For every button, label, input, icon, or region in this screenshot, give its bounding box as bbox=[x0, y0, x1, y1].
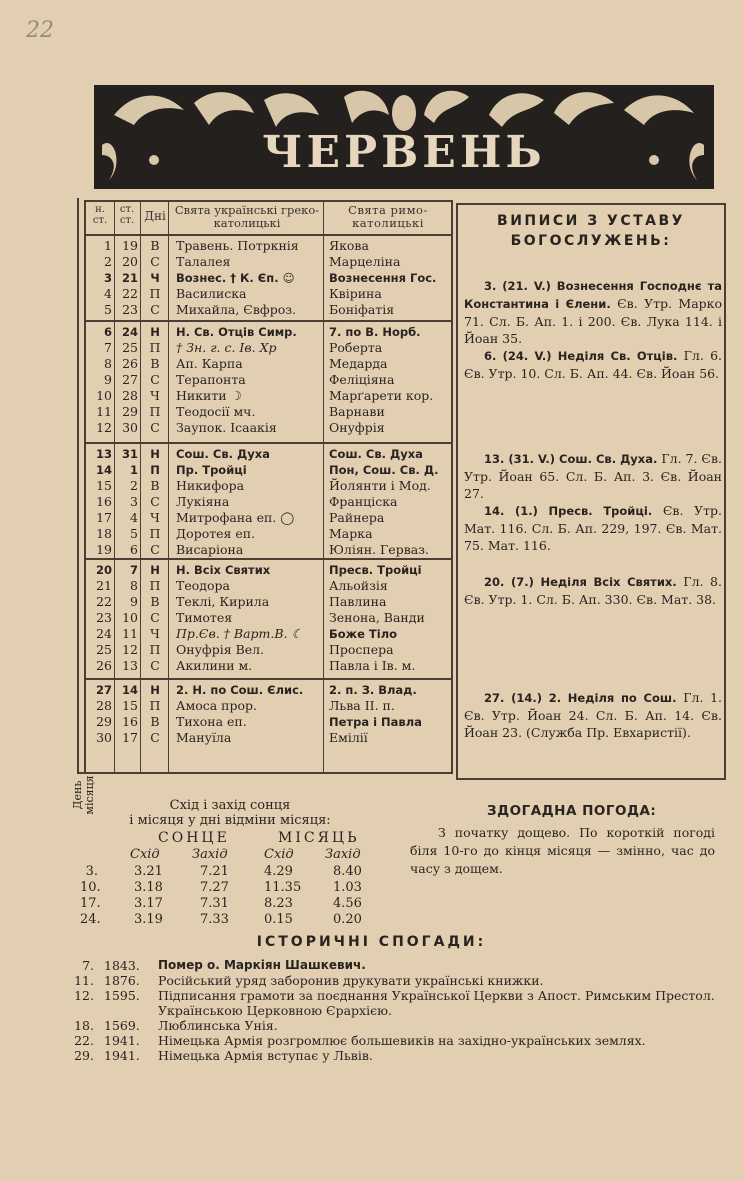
date-old-style: 3 bbox=[130, 494, 138, 509]
greek-catholic-feast: Теодора bbox=[176, 578, 230, 593]
date-old-style: 15 bbox=[122, 698, 138, 713]
date-new-style: 23 bbox=[96, 610, 112, 625]
week-separator bbox=[86, 558, 451, 560]
sun-set-time: 7.21 bbox=[200, 864, 229, 879]
roman-catholic-feast: Павлина bbox=[329, 594, 387, 609]
day-row bbox=[86, 270, 451, 286]
header-old-style: ст. ст. bbox=[119, 204, 135, 226]
date-new-style: 16 bbox=[96, 494, 112, 509]
header-new-style: н. ст. bbox=[92, 204, 108, 226]
readings-block bbox=[464, 277, 722, 382]
weekday: С bbox=[150, 542, 160, 557]
greek-catholic-feast: Ап. Карпа bbox=[176, 356, 243, 371]
sun-rise-time: 3.21 bbox=[134, 864, 163, 879]
reading-entry bbox=[464, 347, 722, 382]
roman-catholic-feast: Емілії bbox=[329, 730, 368, 745]
history-day: 12. bbox=[74, 988, 94, 1003]
weekday: Ч bbox=[150, 626, 160, 641]
greek-catholic-feast: Никити ☽ bbox=[176, 388, 242, 403]
greek-catholic-feast: Онуфрія Вел. bbox=[176, 642, 265, 657]
sun-rise-header: Схід bbox=[130, 847, 160, 862]
day-of-month-label: День місяця bbox=[71, 775, 96, 815]
roman-catholic-feast: Пресв. Тройці bbox=[329, 563, 422, 577]
weekday: Н bbox=[150, 563, 160, 577]
roman-catholic-feast: Альойзія bbox=[329, 578, 388, 593]
date-old-style: 25 bbox=[122, 340, 138, 355]
header-roman-catholic: Свята римо-католицькі bbox=[348, 203, 428, 230]
date-new-style: 14 bbox=[95, 463, 112, 477]
weekday: Ч bbox=[150, 510, 160, 525]
history-text: Німецька Армія вступає у Львів. bbox=[158, 1048, 373, 1063]
weekday: П bbox=[149, 698, 161, 713]
sun-label: СОНЦЕ bbox=[158, 830, 230, 846]
history-day: 22. bbox=[74, 1033, 94, 1048]
date-old-style: 28 bbox=[122, 388, 138, 403]
date-old-style: 21 bbox=[121, 271, 138, 285]
weekday: С bbox=[150, 254, 160, 269]
week-separator bbox=[86, 320, 451, 322]
date-new-style: 18 bbox=[96, 526, 112, 541]
date-old-style: 13 bbox=[122, 658, 138, 673]
date-old-style: 19 bbox=[122, 238, 138, 253]
greek-catholic-feast: Теодосії мч. bbox=[176, 404, 256, 419]
weekday: В bbox=[150, 594, 160, 609]
day-number: 10. bbox=[80, 880, 101, 895]
roman-catholic-feast: Якова bbox=[329, 238, 369, 253]
date-old-style: 7 bbox=[129, 563, 138, 577]
reading-entry bbox=[464, 450, 722, 502]
reading-feast: 20. (7.) Неділя Всіх Святих. bbox=[484, 575, 684, 589]
header-days: Дні bbox=[144, 209, 166, 223]
day-row bbox=[86, 478, 451, 494]
day-row bbox=[86, 286, 451, 302]
moon-set-header: Захід bbox=[325, 847, 361, 862]
day-row bbox=[86, 642, 451, 658]
date-old-style: 12 bbox=[122, 642, 138, 657]
roman-catholic-feast: Квірина bbox=[329, 286, 382, 301]
date-old-style: 1 bbox=[129, 463, 138, 477]
history-title: ІСТОРИЧНІ СПОГАДИ: bbox=[256, 934, 487, 950]
moon-rise-time: 8.23 bbox=[264, 896, 293, 911]
reading-text: Гл. 7. Єв. Утр. Йоан 65. Сл. Б. Ап. 3. Єв. Йоан 27. bbox=[464, 451, 722, 501]
history-year: 1876. bbox=[104, 973, 140, 988]
date-new-style: 28 bbox=[96, 698, 112, 713]
reading-text: Єв. Утр. Марко 71. Сл. Б. Ап. 1. і 200. Єв. Лука 114. і Йоан 35. bbox=[464, 296, 722, 346]
day-number: 24. bbox=[80, 912, 101, 927]
history-day: 18. bbox=[74, 1018, 94, 1033]
weekday: С bbox=[150, 494, 160, 509]
greek-catholic-feast: Травень. Потркнія bbox=[176, 238, 299, 253]
history-year: 1941. bbox=[104, 1033, 140, 1048]
week-separator bbox=[86, 442, 451, 444]
sun-moon-title-line2: і місяця у дні відміни місяця: bbox=[129, 813, 331, 828]
readings-block bbox=[464, 450, 722, 554]
date-old-style: 30 bbox=[122, 420, 138, 435]
sun-set-time: 7.33 bbox=[200, 912, 229, 927]
greek-catholic-feast: Василиска bbox=[176, 286, 247, 301]
weekday: П bbox=[149, 578, 161, 593]
weekday: В bbox=[150, 478, 160, 493]
weekday: С bbox=[150, 420, 160, 435]
readings-title: ВИПИСИ З УСТАВУ БОГОСЛУЖЕНЬ: bbox=[497, 213, 685, 249]
moon-rise-time: 4.29 bbox=[264, 864, 293, 879]
history-day: 29. bbox=[74, 1048, 94, 1063]
reading-entry bbox=[464, 689, 722, 741]
sun-set-header: Захід bbox=[192, 847, 228, 862]
moon-rise-time: 0.15 bbox=[264, 912, 293, 927]
month-title: ЧЕРВЕНЬ bbox=[262, 127, 546, 178]
date-new-style: 5 bbox=[104, 302, 112, 317]
greek-catholic-feast: Пр. Тройці bbox=[176, 463, 247, 477]
weekday: П bbox=[149, 526, 161, 541]
day-row bbox=[86, 626, 451, 642]
day-row bbox=[86, 462, 451, 478]
day-row bbox=[86, 542, 451, 558]
reading-text: Гл. 1. Єв. Утр. Йоан 24. Сл. Б. Ап. 14. Єв. Йоан 23. (Служба Пр. Евхаристії). bbox=[464, 690, 722, 740]
date-new-style: 26 bbox=[96, 658, 112, 673]
weekday: П bbox=[149, 340, 161, 355]
page-number: 22 bbox=[26, 18, 54, 43]
day-row bbox=[86, 594, 451, 610]
date-new-style: 30 bbox=[96, 730, 112, 745]
greek-catholic-feast: Мануїла bbox=[176, 730, 232, 745]
roman-catholic-feast: Боніфатія bbox=[329, 302, 395, 317]
date-new-style: 22 bbox=[96, 594, 112, 609]
history-day: 7. bbox=[82, 958, 94, 973]
history-text: Люблинська Унія. bbox=[158, 1018, 278, 1033]
greek-catholic-feast: Н. Св. Отців Симр. bbox=[176, 325, 297, 339]
roman-catholic-feast: Льва II. п. bbox=[329, 698, 395, 713]
moon-rise-time: 11.35 bbox=[264, 880, 302, 895]
date-new-style: 17 bbox=[96, 510, 112, 525]
day-row bbox=[86, 658, 451, 674]
date-new-style: 25 bbox=[96, 642, 112, 657]
roman-catholic-feast: 2. п. З. Влад. bbox=[329, 683, 417, 697]
day-row bbox=[86, 302, 451, 318]
date-new-style: 10 bbox=[96, 388, 112, 403]
day-row bbox=[86, 698, 451, 714]
greek-catholic-feast: Висаріона bbox=[176, 542, 244, 557]
date-old-style: 23 bbox=[122, 302, 138, 317]
weekday: Н bbox=[150, 683, 160, 697]
sun-moon-section bbox=[80, 798, 380, 828]
date-new-style: 4 bbox=[104, 286, 112, 301]
reading-text: Гл. 6. Єв. Утр. 10. Сл. Б. Ап. 44. Єв. Йоан 56. bbox=[464, 348, 722, 381]
table-outer-border bbox=[77, 198, 79, 772]
date-old-style: 20 bbox=[122, 254, 138, 269]
day-row bbox=[86, 714, 451, 730]
roman-catholic-feast: Марка bbox=[329, 526, 373, 541]
day-row bbox=[86, 526, 451, 542]
greek-catholic-feast: Амоса прор. bbox=[176, 698, 257, 713]
date-new-style: 6 bbox=[103, 325, 112, 339]
date-old-style: 11 bbox=[122, 626, 138, 641]
calendar-table bbox=[84, 200, 453, 774]
roman-catholic-feast: Медарда bbox=[329, 356, 388, 371]
weekday: С bbox=[150, 730, 160, 745]
date-new-style: 15 bbox=[96, 478, 112, 493]
weekday: П bbox=[149, 404, 161, 419]
date-old-style: 10 bbox=[122, 610, 138, 625]
weekday: В bbox=[150, 356, 160, 371]
day-row bbox=[86, 388, 451, 404]
readings-block bbox=[464, 689, 722, 741]
date-old-style: 16 bbox=[122, 714, 138, 729]
date-old-style: 8 bbox=[130, 578, 138, 593]
date-old-style: 5 bbox=[130, 526, 138, 541]
date-old-style: 27 bbox=[122, 372, 138, 387]
moon-set-time: 8.40 bbox=[333, 864, 362, 879]
roman-catholic-feast: Юліян. Герваз. bbox=[329, 542, 429, 557]
date-new-style: 11 bbox=[96, 404, 112, 419]
roman-catholic-feast: Марґарети кор. bbox=[329, 388, 434, 403]
reading-feast: 13. (31. V.) Сош. Св. Духа. bbox=[484, 452, 662, 466]
date-new-style: 9 bbox=[104, 372, 112, 387]
date-new-style: 20 bbox=[95, 563, 112, 577]
moon-set-time: 1.03 bbox=[333, 880, 362, 895]
weekday: С bbox=[150, 372, 160, 387]
reading-entry bbox=[464, 573, 722, 608]
greek-catholic-feast: Тихона еп. bbox=[176, 714, 247, 729]
day-row bbox=[86, 340, 451, 356]
readings-box bbox=[456, 203, 726, 780]
roman-catholic-feast: Райнера bbox=[329, 510, 385, 525]
roman-catholic-feast: Онуфрія bbox=[329, 420, 385, 435]
sun-set-time: 7.31 bbox=[200, 896, 229, 911]
greek-catholic-feast: Михайла, Євфроз. bbox=[176, 302, 297, 317]
weekday: С bbox=[150, 302, 160, 317]
moon-set-time: 4.56 bbox=[333, 896, 362, 911]
history-text: Російський уряд заборонив друкувати українські книжки. bbox=[158, 973, 544, 988]
date-old-style: 4 bbox=[130, 510, 138, 525]
moon-label: МІСЯЦЬ bbox=[278, 830, 360, 846]
day-row bbox=[86, 420, 451, 436]
greek-catholic-feast: Заупок. Ісаакія bbox=[176, 420, 277, 435]
reading-text: Гл. 8. Єв. Утр. 1. Сл. Б. Ап. 330. Єв. Мат. 38. bbox=[464, 574, 722, 607]
sun-rise-time: 3.18 bbox=[134, 880, 163, 895]
greek-catholic-feast: Пр.Єв. † Варт.В. ☾ bbox=[176, 626, 303, 641]
weekday: Ч bbox=[150, 388, 160, 403]
greek-catholic-feast: 2. Н. по Сош. Єлис. bbox=[176, 683, 304, 697]
date-new-style: 8 bbox=[104, 356, 112, 371]
greek-catholic-feast: Терапонта bbox=[176, 372, 246, 387]
history-year: 1843. bbox=[104, 958, 140, 973]
roman-catholic-feast: Варнави bbox=[329, 404, 385, 419]
greek-catholic-feast: Н. Всіх Святих bbox=[176, 563, 271, 577]
reading-feast: 3. (21. V.) Вознесення Господнє та Константина і Єлени. bbox=[464, 279, 722, 311]
roman-catholic-feast: Роберта bbox=[329, 340, 383, 355]
date-old-style: 26 bbox=[122, 356, 138, 371]
date-new-style: 3 bbox=[103, 271, 112, 285]
roman-catholic-feast: Зенона, Ванди bbox=[329, 610, 425, 625]
day-number: 3. bbox=[85, 864, 98, 879]
weekday: В bbox=[150, 238, 160, 253]
reading-entry bbox=[464, 502, 722, 554]
roman-catholic-feast: Феліціяна bbox=[329, 372, 395, 387]
date-old-style: 29 bbox=[122, 404, 138, 419]
day-row bbox=[86, 238, 451, 254]
date-old-style: 14 bbox=[121, 683, 138, 697]
moon-set-time: 0.20 bbox=[333, 912, 362, 927]
day-row bbox=[86, 578, 451, 594]
sun-moon-title-line1: Схід і захід сонця bbox=[169, 798, 291, 813]
date-new-style: 7 bbox=[104, 340, 112, 355]
greek-catholic-feast: Талалея bbox=[176, 254, 231, 269]
forecast-title: ЗДОГАДНА ПОГОДА: bbox=[487, 803, 657, 819]
day-row bbox=[86, 324, 451, 340]
reading-feast: 27. (14.) 2. Неділя по Сош. bbox=[484, 691, 684, 705]
date-new-style: 24 bbox=[96, 626, 112, 641]
roman-catholic-feast: Проспера bbox=[329, 642, 394, 657]
reading-feast: 14. (1.) Пресв. Тройці. bbox=[484, 504, 663, 518]
day-row bbox=[86, 254, 451, 270]
greek-catholic-feast: † Зн. г. с. Ів. Хр bbox=[176, 340, 277, 355]
day-row bbox=[86, 356, 451, 372]
month-banner bbox=[94, 85, 714, 189]
history-year: 1941. bbox=[104, 1048, 140, 1063]
sun-rise-time: 3.19 bbox=[134, 912, 163, 927]
week-separator bbox=[86, 678, 451, 680]
sun-set-time: 7.27 bbox=[200, 880, 229, 895]
roman-catholic-feast: Пон, Сош. Св. Д. bbox=[329, 463, 439, 477]
date-new-style: 19 bbox=[96, 542, 112, 557]
date-new-style: 2 bbox=[104, 254, 112, 269]
day-row bbox=[86, 446, 451, 462]
roman-catholic-feast: Боже Тіло bbox=[329, 627, 398, 641]
day-number: 17. bbox=[80, 896, 101, 911]
reading-feast: 6. (24. V.) Неділя Св. Отців. bbox=[484, 349, 684, 363]
roman-catholic-feast: Марцеліна bbox=[329, 254, 401, 269]
history-year: 1595. bbox=[104, 988, 140, 1003]
greek-catholic-feast: Доротея еп. bbox=[176, 526, 256, 541]
history-day: 11. bbox=[74, 973, 94, 988]
greek-catholic-feast: Теклі, Кирила bbox=[176, 594, 270, 609]
roman-catholic-feast: Йолянти і Мод. bbox=[329, 478, 431, 493]
day-row bbox=[86, 562, 451, 578]
moon-rise-header: Схід bbox=[264, 847, 294, 862]
history-text: Підписання грамоти за поєднання Української Церкви з Апост. Римським Престол. Українською Церковною Єрархією. bbox=[158, 988, 715, 1018]
reading-entry bbox=[464, 277, 722, 347]
roman-catholic-feast: Франціска bbox=[329, 494, 398, 509]
day-row bbox=[86, 372, 451, 388]
day-row bbox=[86, 494, 451, 510]
day-row bbox=[86, 610, 451, 626]
greek-catholic-feast: Тимотея bbox=[176, 610, 233, 625]
weekday: Н bbox=[150, 447, 160, 461]
date-old-style: 22 bbox=[122, 286, 138, 301]
weekday: П bbox=[150, 463, 160, 477]
weekday: Н bbox=[150, 325, 160, 339]
date-new-style: 29 bbox=[96, 714, 112, 729]
weekday: В bbox=[150, 714, 160, 729]
sun-rise-time: 3.17 bbox=[134, 896, 163, 911]
weekday: П bbox=[149, 286, 161, 301]
date-new-style: 13 bbox=[95, 447, 112, 461]
greek-catholic-feast: Митрофана еп. ◯ bbox=[176, 510, 295, 525]
day-row bbox=[86, 404, 451, 420]
weekday: С bbox=[150, 658, 160, 673]
greek-catholic-feast: Лукіяна bbox=[176, 494, 230, 509]
history-text: Помер о. Маркіян Шашкевич. bbox=[158, 958, 366, 972]
roman-catholic-feast: Сош. Св. Духа bbox=[329, 447, 423, 461]
history-year: 1569. bbox=[104, 1018, 140, 1033]
roman-catholic-feast: Петра і Павла bbox=[329, 715, 422, 729]
history-text: Німецька Армія розгромлює большевиків на західно-українських землях. bbox=[158, 1033, 646, 1048]
roman-catholic-feast: Вознесення Гос. bbox=[329, 271, 437, 285]
date-old-style: 2 bbox=[130, 478, 138, 493]
greek-catholic-feast: Никифора bbox=[176, 478, 245, 493]
readings-block bbox=[464, 573, 722, 608]
weekday: П bbox=[149, 642, 161, 657]
day-row bbox=[86, 730, 451, 746]
date-old-style: 17 bbox=[122, 730, 138, 745]
roman-catholic-feast: Павла і Ів. м. bbox=[329, 658, 416, 673]
forecast-text: З початку дощево. По короткій погоді біля 10-го до кінця місяця — змінно, час до часу з дощем. bbox=[410, 825, 715, 876]
date-old-style: 24 bbox=[121, 325, 138, 339]
date-old-style: 9 bbox=[130, 594, 138, 609]
date-new-style: 12 bbox=[96, 420, 112, 435]
greek-catholic-feast: Сош. Св. Духа bbox=[176, 447, 270, 461]
greek-catholic-feast: Акилини м. bbox=[176, 658, 253, 673]
header-greek-catholic: Свята українські греко-католицькі bbox=[174, 203, 320, 230]
date-new-style: 27 bbox=[95, 683, 112, 697]
date-old-style: 6 bbox=[130, 542, 138, 557]
roman-catholic-feast: 7. по В. Норб. bbox=[329, 325, 421, 339]
date-new-style: 21 bbox=[96, 578, 112, 593]
header-separator bbox=[86, 234, 451, 236]
day-row bbox=[86, 510, 451, 526]
reading-text: Єв. Утр. Мат. 116. Сл. Б. Ап. 229, 197. Єв. Мат. 75. Мат. 116. bbox=[464, 503, 722, 553]
greek-catholic-feast: Вознес. † К. Єп. ☺ bbox=[176, 271, 295, 285]
date-old-style: 31 bbox=[121, 447, 138, 461]
weekday: С bbox=[150, 610, 160, 625]
date-new-style: 1 bbox=[104, 238, 112, 253]
day-row bbox=[86, 682, 451, 698]
weekday: Ч bbox=[150, 271, 160, 285]
